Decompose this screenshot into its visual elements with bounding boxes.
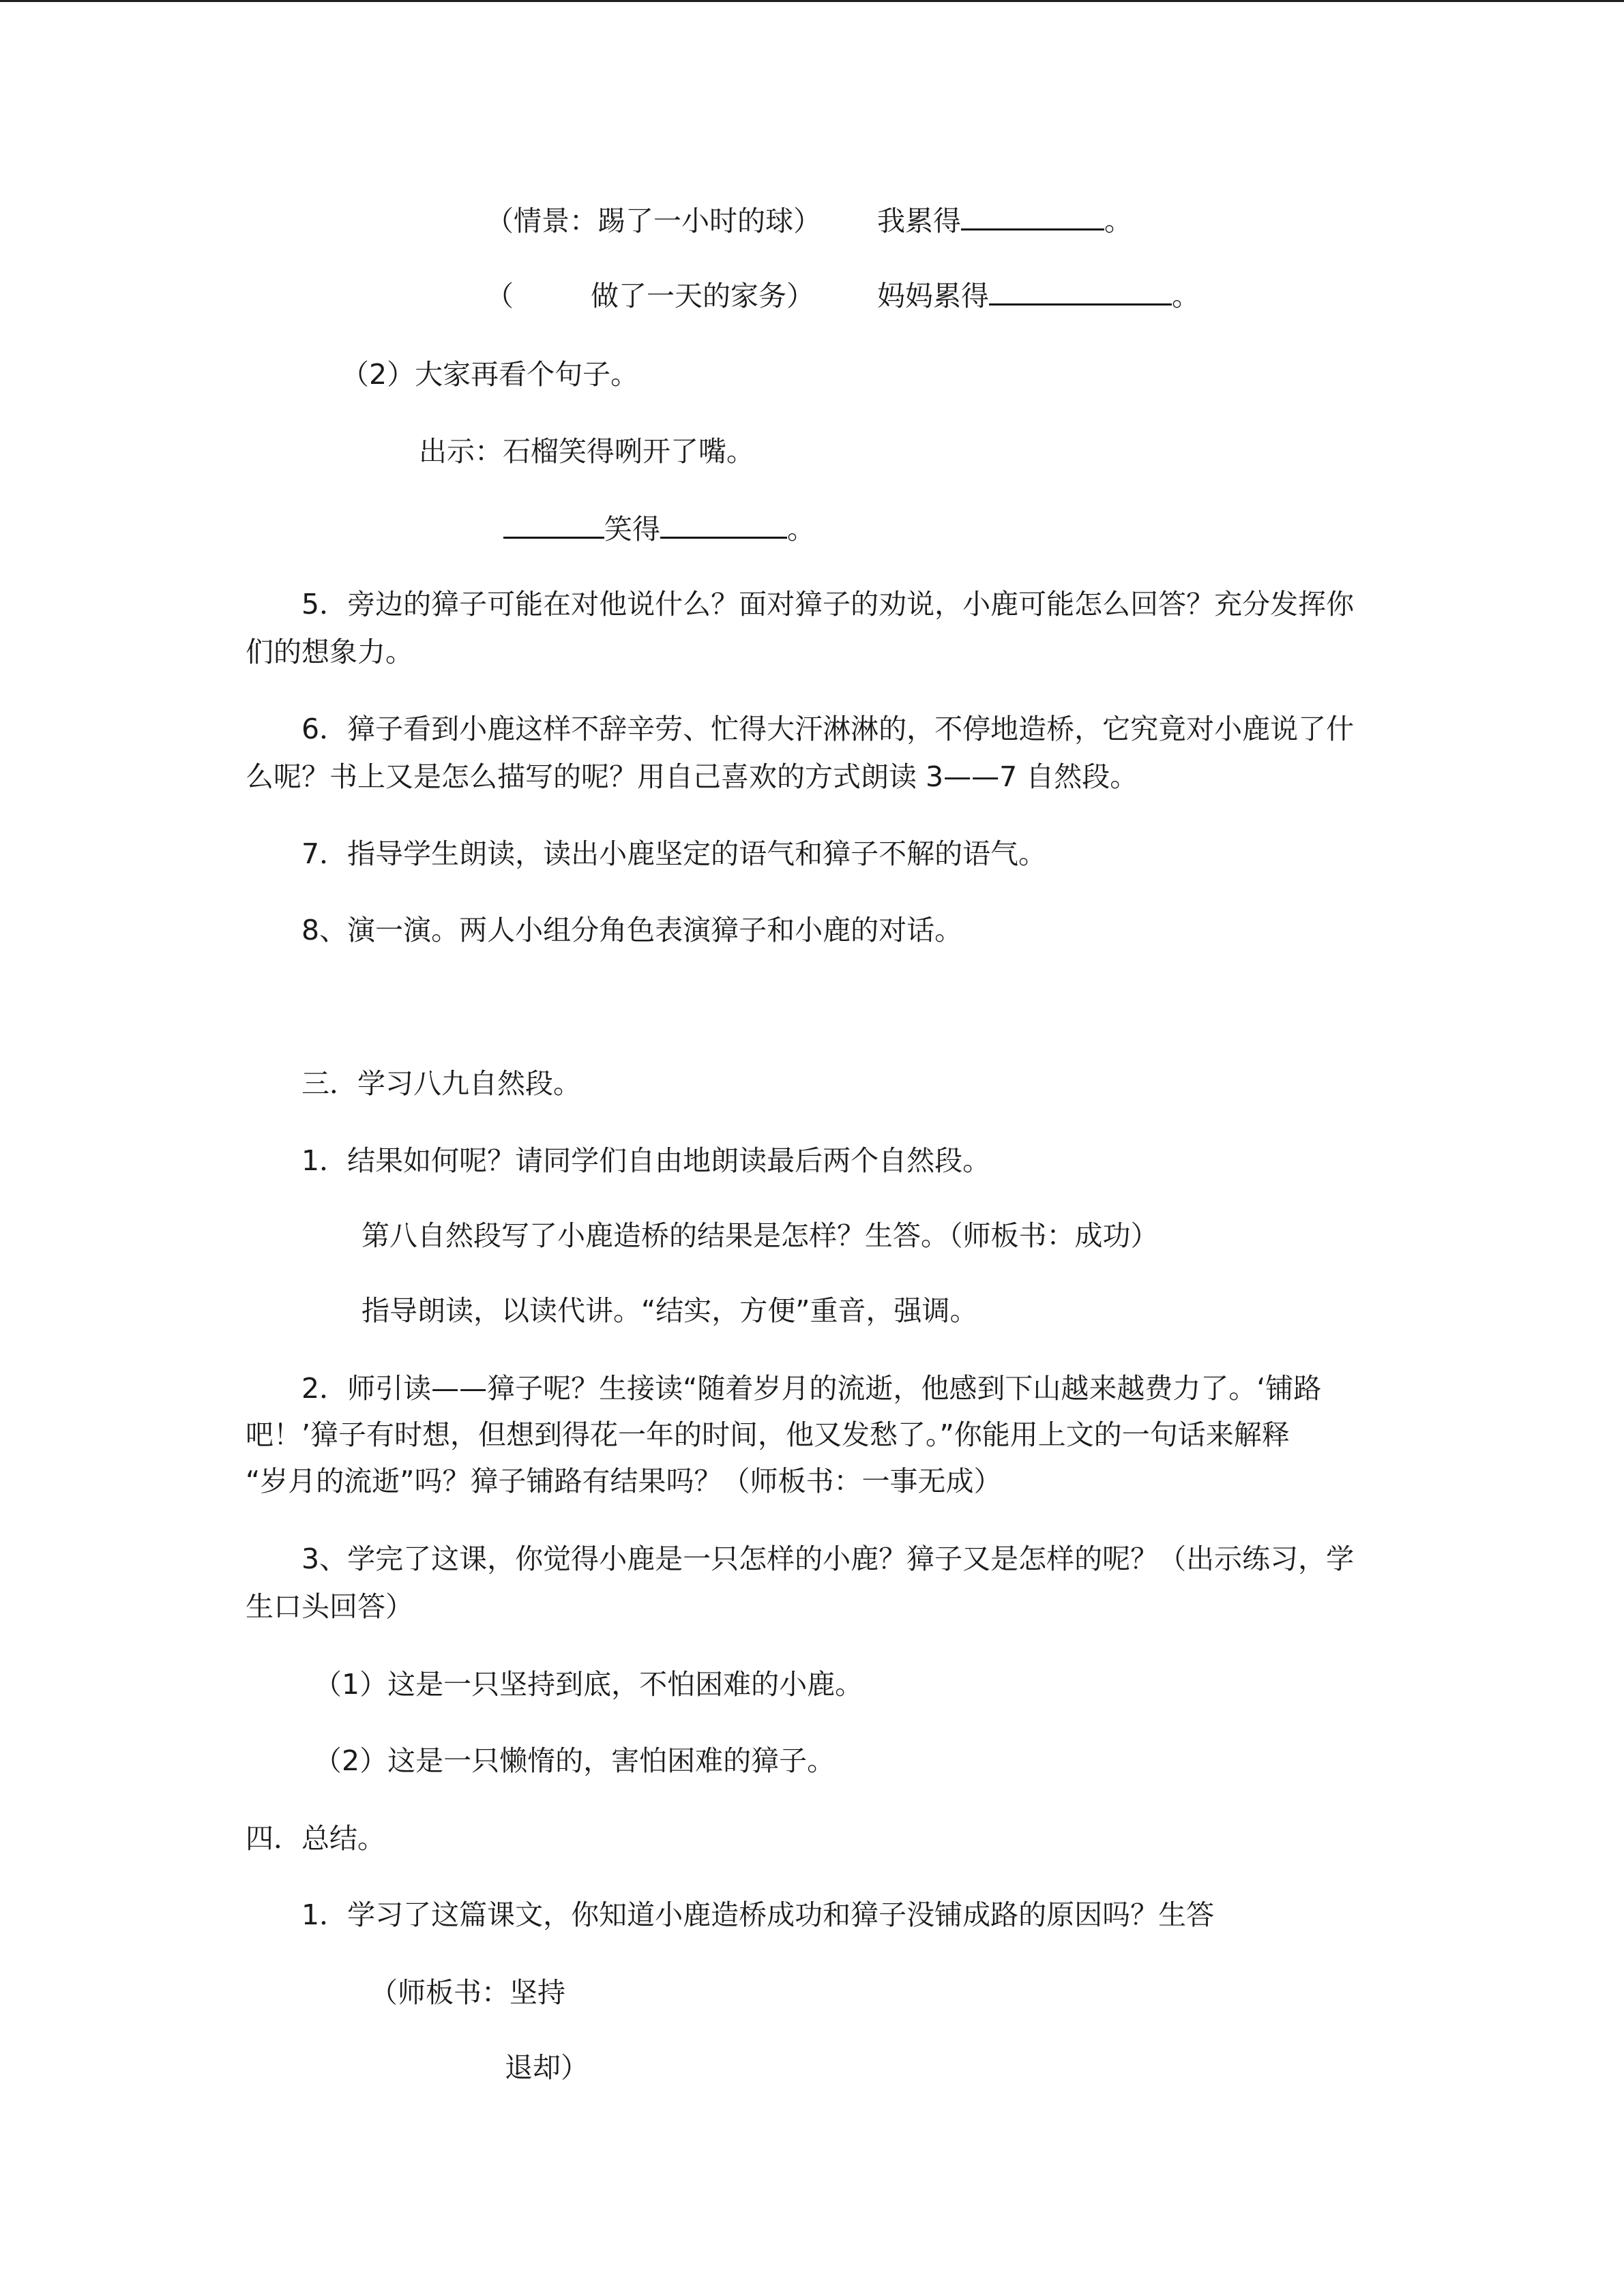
section-4-title: 四．总结。 <box>246 1822 385 1855</box>
question-6-line1: 6．獐子看到小鹿这样不辞辛劳、忙得大汗淋淋的，不停地造桥，它究竟对小鹿说了什 <box>301 713 1355 745</box>
question-7: 7．指导学生朗读，读出小鹿坚定的语气和獐子不解的语气。 <box>301 837 1047 870</box>
question-6-line2: 么呢？书上又是怎么描写的呢？用自己喜欢的方式朗读 3——7 自然段。 <box>246 760 1138 793</box>
page-top-border <box>0 0 1624 2</box>
answer-1: （1）这是一只坚持到底，不怕困难的小鹿。 <box>314 1668 863 1701</box>
section-3-p1: 1．结果如何呢？请同学们自由地朗读最后两个自然段。 <box>301 1144 991 1177</box>
question-8: 8、演一演。两人小组分角色表演獐子和小鹿的对话。 <box>301 914 963 946</box>
section-3-p1a: 第八自然段写了小鹿造桥的结果是怎样？生答。（师板书：成功） <box>361 1219 1159 1252</box>
question-5-line2: 们的想象力。 <box>246 636 413 668</box>
board-note-retreat: 退却） <box>505 2051 589 2084</box>
section-3-title: 三．学习八九自然段。 <box>301 1067 581 1100</box>
section-3-p2-line1: 2．师引读——獐子呢？生接读“随着岁月的流逝，他感到下山越来越费力了。‘铺路 <box>301 1372 1322 1405</box>
section-3-p3-line2: 生口头回答） <box>246 1590 413 1623</box>
section-3-p2-line2: 吧！’獐子有时想，但想到得花一年的时间，他又发愁了。”你能用上文的一句话来解释 <box>246 1418 1290 1451</box>
scene-football: （情景：踢了一小时的球） <box>486 205 821 237</box>
section-3-p1b: 指导朗读，以读代讲。“结实，方便”重音，强调。 <box>361 1294 978 1327</box>
answer-2: （2）这是一只懒惰的，害怕困难的獐子。 <box>314 1744 836 1777</box>
fill-blank[interactable] <box>660 513 787 539</box>
pattern-sentence: 笑得 。 <box>503 513 815 546</box>
scene-paren-open: （ <box>486 280 514 312</box>
item-2-label: （2）大家再看个句子。 <box>341 358 639 391</box>
question-5-line1: 5．旁边的獐子可能在对他说什么？面对獐子的劝说，小鹿可能怎么回答？充分发挥你 <box>301 588 1355 621</box>
section-3-p3-line1: 3、学完了这课，你觉得小鹿是一只怎样的小鹿？獐子又是怎样的呢？（出示练习，学 <box>301 1542 1355 1575</box>
fill-blank[interactable] <box>961 205 1104 230</box>
sentence-tired-me: 我累得 。 <box>877 205 1132 237</box>
example-sentence: 出示：石榴笑得咧开了嘴。 <box>419 435 754 468</box>
scene-housework: 做了一天的家务） <box>591 280 814 312</box>
board-note-persist: （师板书：坚持 <box>370 1976 565 2009</box>
section-3-p2-line3: “岁月的流逝”吗？獐子铺路有结果吗？（师板书：一事无成） <box>246 1465 1002 1497</box>
sentence-tired-mom: 妈妈累得 。 <box>877 280 1200 312</box>
fill-blank[interactable] <box>503 513 604 539</box>
fill-blank[interactable] <box>989 280 1172 305</box>
section-4-p1: 1．学习了这篇课文，你知道小鹿造桥成功和獐子没铺成路的原因吗？生答 <box>301 1898 1215 1931</box>
